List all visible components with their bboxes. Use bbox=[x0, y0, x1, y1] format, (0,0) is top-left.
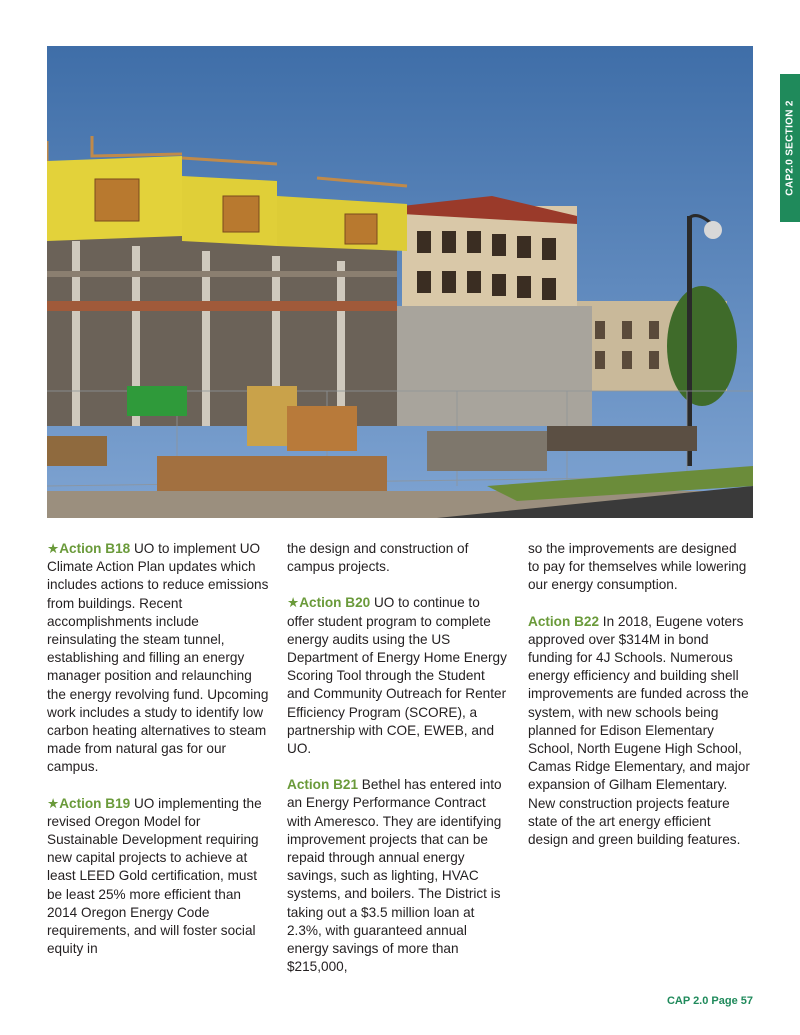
construction-site-photo bbox=[47, 46, 753, 518]
action-b20 bbox=[287, 594, 509, 758]
text-column-3 bbox=[528, 540, 750, 867]
action-b20-label: Action B20 bbox=[299, 595, 371, 611]
section-tab-label: CAP2.0 SECTION 2 bbox=[784, 100, 796, 196]
action-b18-text: UO to implement UO Climate Action Plan updates which includes actions to reduce emissions from buildings. Recent accomplishments include reinsulating the steam tunnel, establishing and filling an energy manager position and relaunching the energy revolving fund. Upcoming work includes a study to identify low carbon heating alternatives to steam made from natural gas for our campus. bbox=[47, 541, 269, 775]
action-b18-label: Action B18 bbox=[59, 541, 131, 556]
page-footer: CAP 2.0 Page 57 bbox=[666, 995, 753, 1007]
action-b22-label: Action B22 bbox=[528, 613, 600, 629]
action-b19-label: Action B19 bbox=[59, 795, 131, 811]
action-b21-continued: so the improvements are designed to pay for themselves while lowering our energy consumption. bbox=[528, 541, 747, 593]
action-b21-label: Action B21 bbox=[287, 777, 359, 793]
text-column-2 bbox=[287, 540, 509, 994]
action-b21-text: Bethel has entered into an Energy Performance Contract with Ameresco. They are identifying improvement projects that can be repaid through annual energy savings, such as lighting, HVAC systems, and boilers. The District is taking out a $3.5 million loan at 2.3%, with guaranteed annual energy savings of more than $215,000, bbox=[287, 777, 502, 975]
action-b19 bbox=[47, 795, 269, 959]
action-b22 bbox=[528, 613, 750, 850]
action-b21 bbox=[287, 776, 509, 976]
section-tab bbox=[780, 74, 800, 222]
star-icon: ★ bbox=[287, 595, 300, 611]
action-b19-continued: the design and construction of campus projects. bbox=[287, 541, 469, 575]
action-b19-text: UO implementing the revised Oregon Model for Sustainable Development requiring new capital projects to achieve at least LEED Gold certification, must be least 25% more efficient than 2014 Oregon Energy Code requirements, and will foster social equity in bbox=[47, 795, 262, 957]
star-icon: ★ bbox=[47, 541, 60, 556]
action-b20-text: UO to continue to offer student program to complete energy audits using the US Department of Energy Home Energy Scoring Tool through the Student and Community Outreach for Renter Efficiency Program (SCORE), a partnership with COE, EWEB, and UO. bbox=[287, 595, 507, 757]
star-icon: ★ bbox=[47, 795, 60, 811]
action-b18 bbox=[47, 540, 269, 777]
action-b22-text: In 2018, Eugene voters approved over $314M in bond funding for 4J Schools. Numerous energy efficiency and building shell improvements are funded across the system, with new schools being planned for Edison Elementary School, North Eugene High School, Camas Ridge Elementary, and major expansion of Gilham Elementary. New construction projects feature state of the art energy efficient design and green building features. bbox=[528, 613, 750, 848]
text-column-1 bbox=[47, 540, 269, 976]
